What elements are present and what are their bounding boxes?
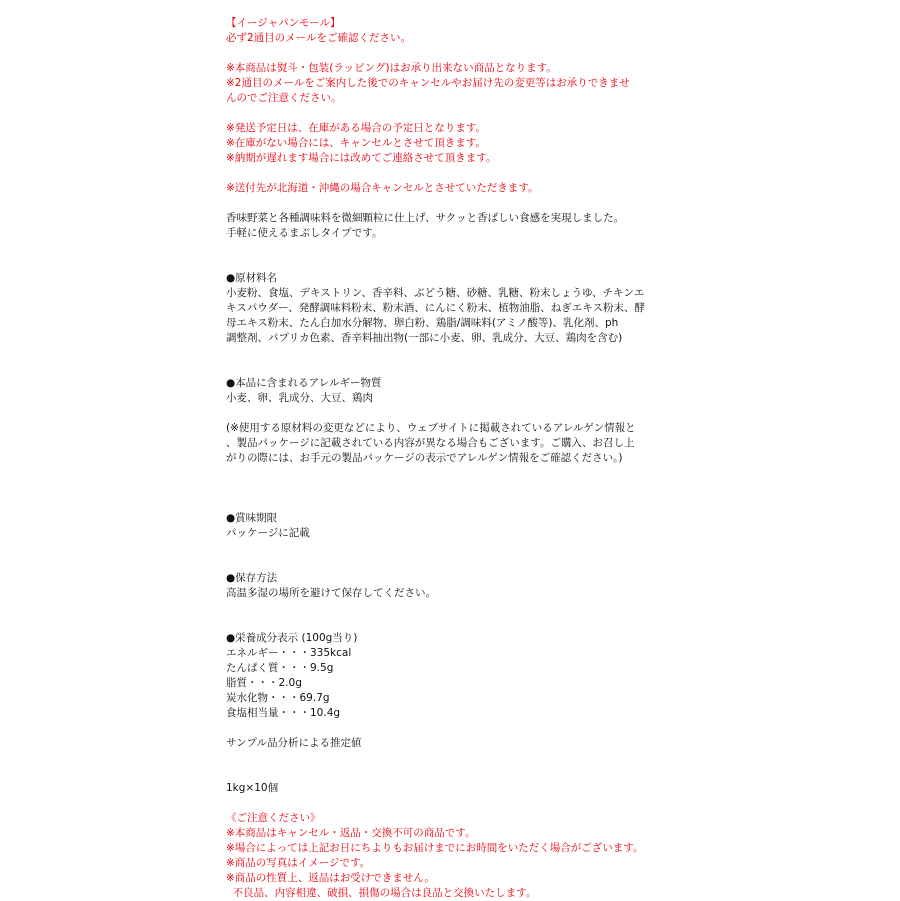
allergen-disclaimer-line: 、製品パッケージに記載されている内容が異なる場合もございます。ご購入、お召し上 — [226, 437, 635, 449]
spacer — [226, 556, 666, 571]
nutrition-item: 食塩相当量・・・10.4g — [226, 707, 341, 719]
spacer — [226, 196, 666, 211]
shop-name: 【イージャパンモール】 — [226, 17, 341, 29]
allergen-disclaimer-line: がりの際には、お手元の製品パッケージの表示でアレルゲン情報をご確認ください。) — [226, 452, 623, 464]
notice-line: ※2通目のメールをご案内した後でのキャンセルやお届け先の変更等はお承りできませ — [226, 77, 630, 89]
shipping-line: ※納期が遅れます場合には改めてご連絡させて頂きます。 — [226, 152, 497, 164]
product-summary — [226, 211, 666, 241]
wrapping-notices — [226, 61, 666, 106]
caution-line: ※場合によっては上記お日にちよりもお届けまでにお時間をいただく場合がございます。 — [226, 842, 644, 854]
caution-line: ※商品の写真はイメージです。 — [226, 857, 371, 869]
confirm-email-notice: 必ず2通目のメールをご確認ください。 — [226, 32, 411, 44]
spacer — [226, 406, 666, 421]
allergens-section — [226, 376, 666, 466]
nutrition-note: サンプル品分析による推定値 — [226, 737, 362, 749]
shipping-line: ※発送予定日は、在庫がある場合の予定日となります。 — [226, 122, 486, 134]
shop-header — [226, 16, 666, 46]
allergens-list: 小麦、卵、乳成分、大豆、鶏肉 — [226, 392, 373, 404]
region-notice-block — [226, 181, 666, 196]
nutrition-item: 脂質・・・2.0g — [226, 677, 302, 689]
caution-line: ※商品の性質上、返品はお受けできません。 — [226, 872, 435, 884]
best-before-value: パッケージに記載 — [226, 527, 310, 539]
spacer — [226, 766, 666, 781]
summary-line: 香味野菜と各種調味料を微細顆粒に仕上げ、サクッと香ばしい食感を実現しました。 — [226, 212, 625, 224]
summary-line: 手軽に使えるまぶしタイプです。 — [226, 227, 383, 239]
ingredients-line: 小麦粉、食塩、デキストリン、香辛料、ぶどう糖、砂糖、乳糖、粉末しょうゆ、チキンエ — [226, 287, 645, 299]
spacer — [226, 46, 666, 61]
ingredients-heading: ●原材料名 — [226, 272, 278, 284]
storage-heading: ●保存方法 — [226, 572, 278, 584]
spacer — [226, 106, 666, 121]
quantity-block — [226, 781, 666, 796]
best-before-section — [226, 511, 666, 541]
product-description — [226, 16, 666, 901]
allergen-disclaimer-line: (※使用する原材料の変更などにより、ウェブサイトに掲載されているアレルゲン情報と — [226, 422, 636, 434]
spacer — [226, 256, 666, 271]
storage-value: 高温多湿の場所を避けて保存してください。 — [226, 587, 436, 599]
notice-line: んのでご注意ください。 — [226, 92, 342, 104]
spacer — [226, 796, 666, 811]
best-before-heading: ●賞味期限 — [226, 512, 278, 524]
allergens-heading: ●本品に含まれるアレルギー物質 — [226, 377, 382, 389]
spacer — [226, 721, 666, 736]
region-notice: ※送付先が北海道・沖縄の場合キャンセルとさせていただきます。 — [226, 182, 539, 194]
spacer — [226, 481, 666, 496]
spacer — [226, 601, 666, 616]
ingredients-line: 調整剤、パプリカ色素、香辛料抽出物(一部に小麦、卵、乳成分、大豆、鶏肉を含む) — [226, 332, 623, 344]
ingredients-section — [226, 271, 666, 346]
ingredients-line: キスパウダー、発酵調味料粉末、粉末酒、にんにく粉末、植物油脂、ねぎエキス粉末、酵 — [226, 302, 646, 314]
spacer — [226, 361, 666, 376]
spacer — [226, 241, 666, 256]
spacer — [226, 496, 666, 511]
caution-line: ※本商品はキャンセル・返品・交換不可の商品です。 — [226, 827, 476, 839]
spacer — [226, 346, 666, 361]
spacer — [226, 541, 666, 556]
spacer — [226, 751, 666, 766]
shipping-line: ※在庫がない場合には、キャンセルとさせて頂きます。 — [226, 137, 486, 149]
shipping-notices — [226, 121, 666, 166]
nutrition-item: 炭水化物・・・69.7g — [226, 692, 330, 704]
storage-section — [226, 571, 666, 601]
caution-section — [226, 811, 666, 901]
spacer — [226, 616, 666, 631]
nutrition-item: エネルギー・・・335kcal — [226, 647, 352, 659]
quantity: 1kg×10個 — [226, 782, 279, 794]
caution-heading: 《ご注意ください》 — [226, 812, 321, 824]
spacer — [226, 466, 666, 481]
spacer — [226, 166, 666, 181]
nutrition-section — [226, 631, 666, 751]
notice-line: ※本商品は熨斗・包装(ラッピング)はお承り出来ない商品となります。 — [226, 62, 557, 74]
ingredients-line: 母エキス粉末、たん白加水分解物、卵白粉、鶏脂/調味料(アミノ酸等)、乳化剤、ph — [226, 317, 619, 329]
caution-line: 不良品、内容相違、破損、損傷の場合は良品と交換いたします。 — [226, 887, 537, 899]
nutrition-item: たんぱく質・・・9.5g — [226, 662, 334, 674]
nutrition-heading: ●栄養成分表示 (100g当り) — [226, 632, 358, 644]
